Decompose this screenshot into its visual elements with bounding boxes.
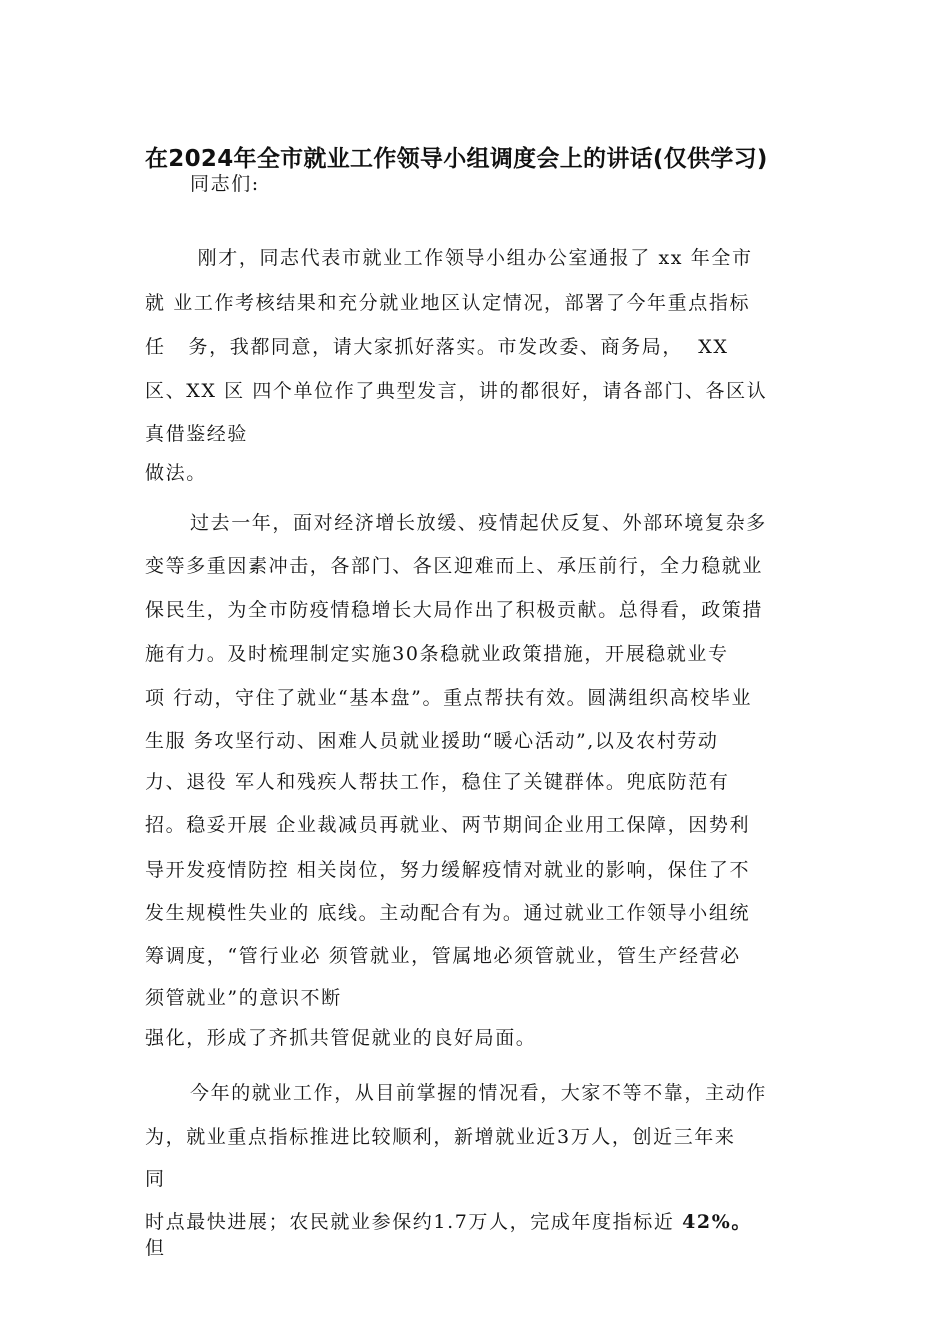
paragraph-2-line-9: 导开发疫情防控 相关岗位，努力缓解疫情对就业的影响，保住了不 — [145, 859, 751, 881]
paragraph-2-line-12: 须管就业”的意识不断 — [145, 987, 342, 1009]
paragraph-2-line-2: 变等多重因素冲击，各部门、各区迎难而上、承压前行，全力稳就业 — [145, 555, 764, 577]
paragraph-1-line-2: 就 业工作考核结果和充分就业地区认定情况，部署了今年重点指标 — [145, 292, 751, 314]
paragraph-3-line-1: 今年的就业工作，从目前掌握的情况看，大家不等不靠，主动作 — [190, 1082, 767, 1104]
paragraph-2-line-11: 筹调度，“管行业必 须管就业，管属地必须管就业，管生产经营必 — [145, 945, 741, 967]
paragraph-2-line-8: 招。稳妥开展 企业裁减员再就业、两节期间企业用工保障，因势利 — [145, 814, 751, 836]
paragraph-2-line-4: 施有力。及时梳理制定实施30条稳就业政策措施，开展稳就业专 — [145, 643, 729, 665]
paragraph-1-line-6: 做法。 — [145, 462, 207, 484]
paragraph-1-line-3: 任 务，我都同意，请大家抓好落实。市发改委、商务局， XX — [145, 336, 729, 358]
paragraph-2-line-6: 生服 务攻坚行动、困难人员就业援助“暖心活动”,以及农村劳动 — [145, 730, 719, 752]
paragraph-2-line-10: 发生规模性失业的 底线。主动配合有为。通过就业工作领导小组统 — [145, 902, 751, 924]
salutation: 同志们: — [190, 173, 260, 195]
paragraph-3-line-5: 但 — [145, 1237, 166, 1259]
percentage-highlight: 42%。 — [682, 1211, 752, 1233]
paragraph-2-line-3: 保民生，为全市防疫情稳增长大局作出了积极贡献。总得看，政策措 — [145, 599, 764, 621]
paragraph-3-line-3: 同 — [145, 1168, 166, 1190]
paragraph-2-line-5: 项 行动，守住了就业“基本盘”。重点帮扶有效。圆满组织高校毕业 — [145, 687, 753, 709]
paragraph-3-line-4 — [145, 1208, 752, 1236]
paragraph-1-line-5: 真借鉴经验 — [145, 423, 249, 445]
paragraph-1-line-1: 刚才，同志代表市就业工作领导小组办公室通报了 xx 年全市 — [190, 247, 753, 269]
document-title: 在2024年全市就业工作领导小组调度会上的讲话(仅供学习) — [145, 146, 768, 172]
paragraph-3-line-2: 为，就业重点指标推进比较顺利，新增就业近3万人，创近三年来 — [145, 1126, 736, 1148]
paragraph-2-line-1: 过去一年，面对经济增长放缓、疫情起伏反复、外部环境复杂多 — [190, 512, 767, 534]
paragraph-2-line-7: 力、退役 军人和残疾人帮扶工作，稳住了关键群体。兜底防范有 — [145, 771, 730, 793]
paragraph-1-line-4: 区、XX 区 四个单位作了典型发言，讲的都很好，请各部门、各区认 — [145, 380, 768, 402]
paragraph-2-line-13: 强化，形成了齐抓共管促就业的良好局面。 — [145, 1027, 537, 1049]
paragraph-3-line-4-text: 时点最快进展；农民就业参保约1.7万人，完成年度指标近 — [145, 1211, 683, 1233]
